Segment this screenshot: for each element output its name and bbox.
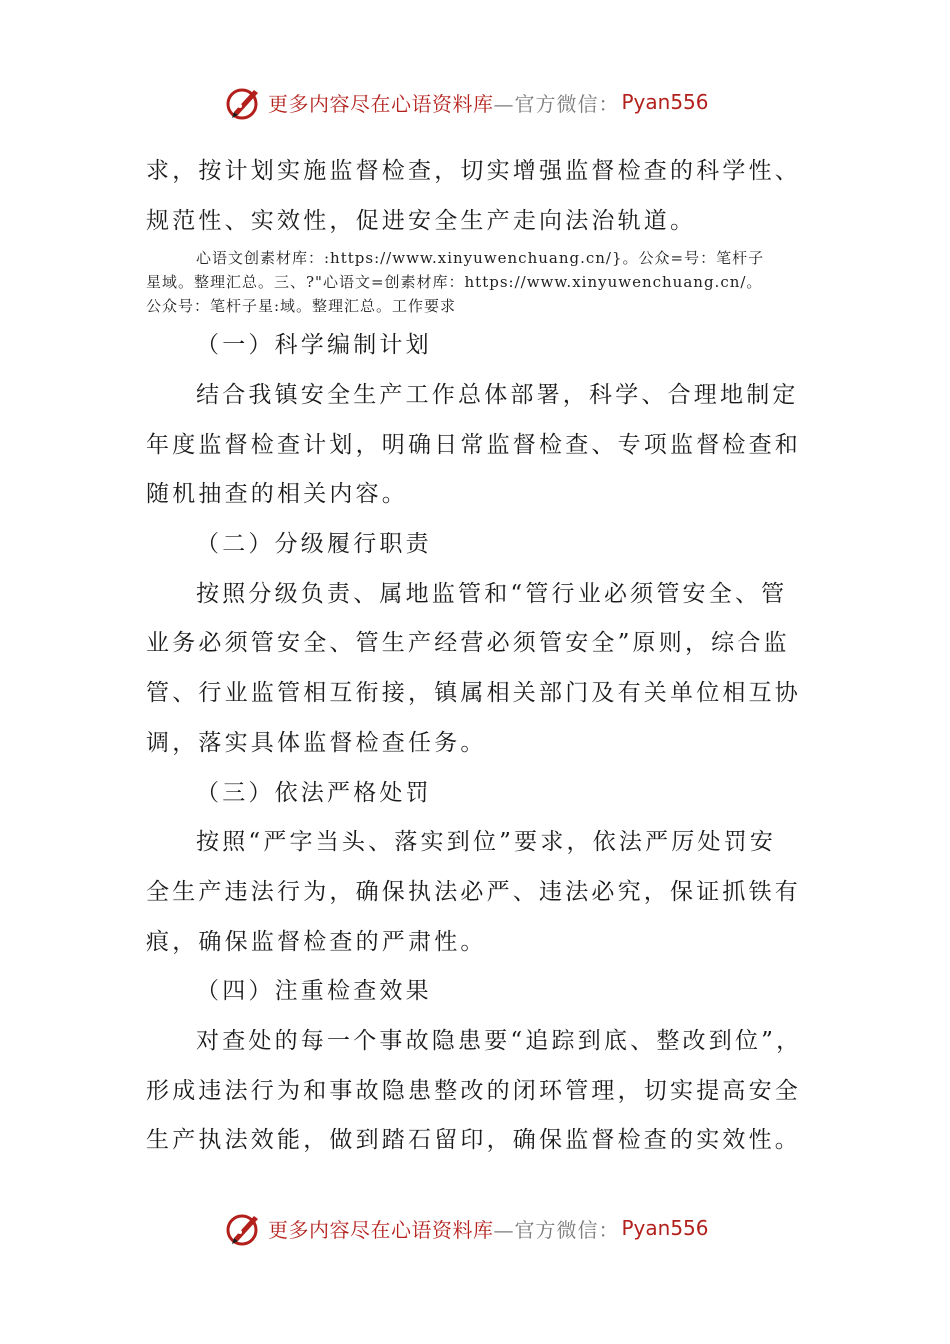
body-line: 随机抽查的相关内容。 [146, 481, 408, 507]
banner-subtitle: —官方微信： [493, 1217, 620, 1242]
body-line: 痕，确保监督检查的严肃性。 [146, 929, 487, 955]
header-banner [224, 82, 709, 122]
note-line: 公众号：笔杆子星:域。整理汇总。工作要求 [146, 297, 457, 315]
body-line: 业务必须管安全、管生产经营必须管安全”原则，综合监 [146, 630, 790, 656]
body-line: 管、行业监管相互衔接，镇属相关部门及有关单位相互协 [146, 680, 801, 706]
body-line: 调，落实具体监督检查任务。 [146, 730, 487, 756]
section-heading: （一）科学编制计划 [196, 332, 432, 358]
section-heading: （四）注重检查效果 [196, 978, 432, 1004]
note-line: 心语文创素材库：:https://www.xinyuwenchuang.cn/}。公众=号：笔杆子 [196, 249, 765, 267]
body-line: 生产执法效能，做到踏石留印，确保监督检查的实效性。 [146, 1127, 801, 1153]
pen-logo-icon [224, 1208, 264, 1248]
footer-banner [224, 1208, 709, 1248]
body-line: 对查处的每一个事故隐患要“追踪到底、整改到位”， [196, 1028, 803, 1054]
banner-wechat-id: Pyan556 [621, 1216, 709, 1240]
note-line: 星域。整理汇总。三、?"心语文=创素材库：https://www.xinyuwenchuang.cn/。 [146, 273, 763, 291]
section-heading: （三）依法严格处罚 [196, 780, 432, 806]
body-line: 全生产违法行为，确保执法必严、违法必究，保证抓铁有 [146, 879, 801, 905]
body-line: 按照分级负责、属地监管和“管行业必须管安全、管 [196, 581, 788, 607]
body-line: 形成违法行为和事故隐患整改的闭环管理，切实提高安全 [146, 1078, 801, 1104]
body-line: 求，按计划实施监督检查，切实增强监督检查的科学性、 [146, 158, 801, 184]
banner-subtitle: —官方微信： [493, 91, 620, 116]
section-heading: （二）分级履行职责 [196, 531, 432, 557]
body-line: 按照“严字当头、落实到位”要求，依法严厉处罚安 [196, 829, 777, 855]
body-line: 规范性、实效性，促进安全生产走向法治轨道。 [146, 208, 697, 234]
banner-title: 更多内容尽在心语资料库 [268, 1217, 494, 1242]
body-line: 年度监督检查计划，明确日常监督检查、专项监督检查和 [146, 432, 801, 458]
banner-title: 更多内容尽在心语资料库 [268, 91, 494, 116]
body-line: 结合我镇安全生产工作总体部署，科学、合理地制定 [196, 382, 799, 408]
watermark-note [146, 246, 806, 318]
banner-wechat-id: Pyan556 [621, 90, 709, 114]
pen-logo-icon [224, 82, 264, 122]
